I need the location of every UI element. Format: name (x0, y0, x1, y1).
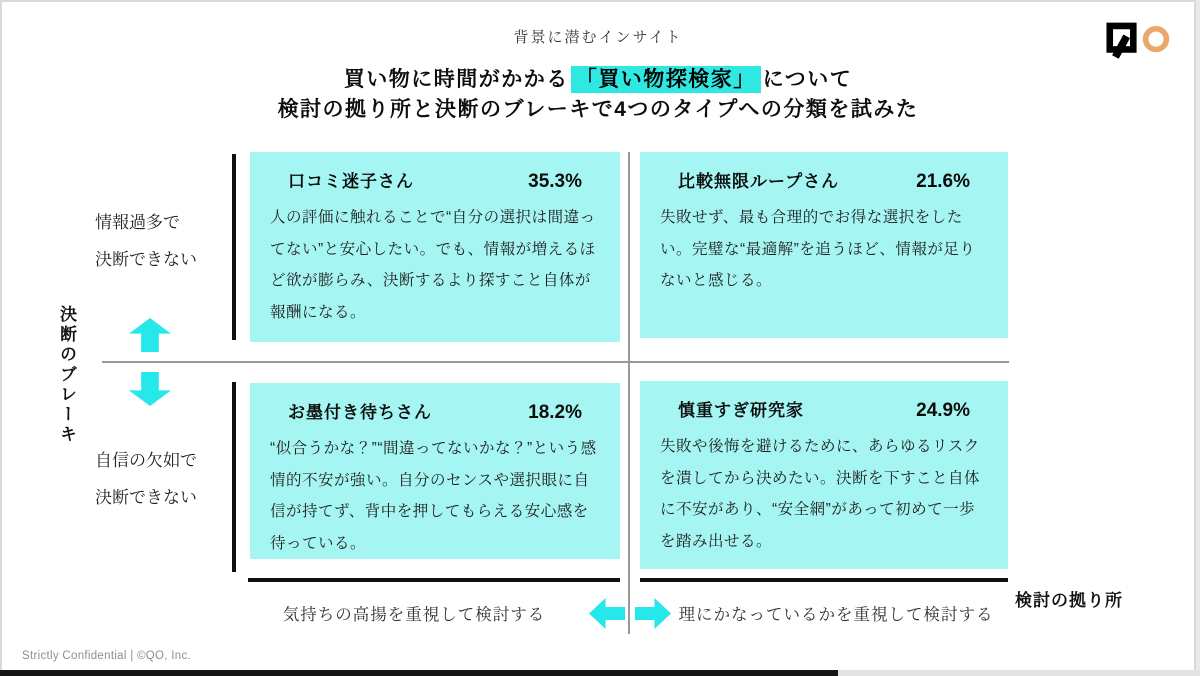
y-axis-top-label-line2: 決断できない (95, 250, 197, 269)
quadrant-percent: 18.2% (528, 402, 582, 423)
title-line2: 検討の拠り所と決断のブレーキで4つのタイプへの分類を試みた (277, 98, 919, 121)
logo-o-icon (1140, 25, 1172, 57)
quadrant-header (660, 167, 990, 193)
title-line1-pre: 買い物に時間がかかる (343, 68, 569, 91)
x-axis-right-label: 理にかなっているかを重視して検討する (678, 606, 994, 624)
confidential-footer: Strictly Confidential | ©QO, Inc. (22, 650, 191, 662)
x-axis-label: 検討の拠り所 (1015, 591, 1123, 610)
quadrant-percent: 24.9% (916, 400, 970, 421)
y-axis-bottom-label (95, 442, 235, 516)
title-highlight: 「買い物探検家」 (571, 66, 761, 93)
horizontal-divider-line (102, 361, 1009, 363)
x-axis-line-right (640, 578, 1008, 582)
quadrant-title: 比較無限ループさん (678, 172, 840, 191)
y-axis-bottom-label-line1: 自信の欠如で (95, 451, 197, 470)
arrow-up-icon (129, 318, 171, 352)
logo-q-icon (1106, 22, 1138, 60)
y-axis-top-label-line1: 情報過多で (95, 213, 180, 232)
progress-bar-fill (0, 670, 838, 676)
title-line1-post: について (762, 68, 853, 91)
quadrant-header (270, 167, 602, 193)
x-axis-left-label: 気持ちの高揚を重視して検討する (282, 606, 546, 624)
arrow-left-icon (589, 598, 625, 629)
quadrant-body: “似合うかな？”“間違ってないかな？”という感情的不安が強い。自分のセンスや選択眼に自信が持てず、背中を押してもらえる安心感を待っている。 (270, 440, 597, 552)
slide-eyebrow: 背景に潜むインサイト (513, 29, 683, 46)
y-axis-line-top (232, 154, 236, 340)
quadrant-shincho-sugi-kenkyuka (640, 381, 1008, 569)
vertical-divider-line (628, 152, 630, 634)
progress-bar[interactable] (0, 670, 1200, 676)
y-axis-label: 決断のブレーキ (57, 305, 76, 445)
quadrant-percent: 35.3% (528, 171, 582, 192)
quadrant-title: 慎重すぎ研究家 (678, 401, 804, 420)
quadrant-body: 失敗せず、最も合理的でお得な選択をしたい。完璧な“最適解”を追うほど、情報が足りないと感じる。 (660, 209, 976, 289)
quadrant-kuchikomi-maigo (250, 152, 620, 342)
quadrant-body: 失敗や後悔を避けるために、あらゆるリスクを潰してから決めたい。決断を下すこと自体に不安があり、“安全網”があって初めて一歩を踏み出せる。 (660, 438, 981, 550)
quadrant-header (270, 398, 602, 424)
arrow-down-icon (129, 372, 171, 406)
qo-logo (1106, 22, 1172, 60)
title-line1 (344, 68, 853, 91)
y-axis-bottom-label-line2: 決断できない (95, 488, 197, 507)
x-axis-line-left (248, 578, 620, 582)
quadrant-header (660, 396, 990, 422)
quadrant-percent: 21.6% (916, 171, 970, 192)
quadrant-osumitsuki-machi (250, 383, 620, 559)
slide-title (2, 65, 1194, 125)
y-axis-line-bottom (232, 382, 236, 572)
quadrant-body: 人の評価に触れることで“自分の選択は間違ってない”と安心したい。でも、情報が増えるほど欲が膨らみ、決断するより探すこと自体が報酬になる。 (270, 209, 596, 321)
quadrant-hikaku-mugen-loop (640, 152, 1008, 338)
quadrant-title: お墨付き待ちさん (288, 403, 432, 422)
quadrant-title: 口コミ迷子さん (288, 172, 414, 191)
y-axis-top-label (95, 204, 235, 278)
